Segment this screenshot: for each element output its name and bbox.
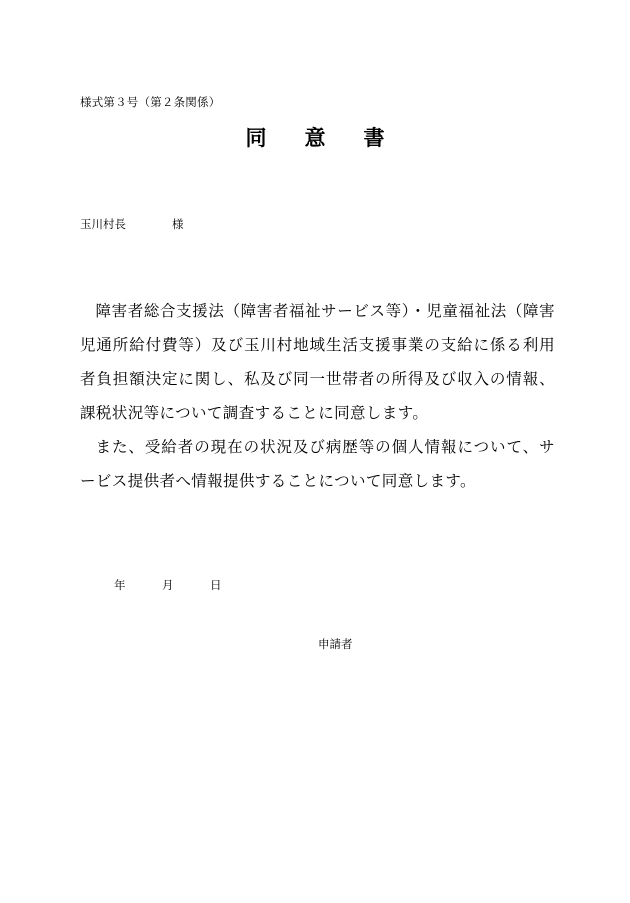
title-char-3: 書 — [363, 125, 385, 150]
date-year-label: 年 — [114, 578, 126, 592]
body-paragraph-1: 障害者総合支援法（障害者福祉サービス等）・児童福祉法（障害児通所給付費等）及び玉川村地域生活支援事業の支給に係る利用者負担額決定に関し、私及び同一世帯者の所得及び収入の情報、課税状況等について調査することに同意します。 — [80, 302, 555, 422]
addressee-honorific: 様 — [172, 217, 184, 231]
title-char-2: 意 — [304, 125, 326, 150]
form-number: 様式第３号（第２条関係） — [80, 95, 221, 109]
addressee-name: 玉川村長 — [80, 217, 126, 231]
addressee — [80, 216, 184, 232]
title-char-1: 同 — [245, 125, 267, 150]
date-day-label: 日 — [210, 578, 222, 592]
applicant-label: 申請者 — [318, 637, 353, 651]
body-paragraph-2: また、受給者の現在の状況及び病歴等の個人情報について、サービス提供者へ情報提供することについて同意します。 — [80, 438, 555, 490]
date-month-label: 月 — [162, 578, 174, 592]
date-line — [114, 577, 258, 593]
document-title — [0, 122, 630, 152]
consent-body — [80, 294, 555, 498]
